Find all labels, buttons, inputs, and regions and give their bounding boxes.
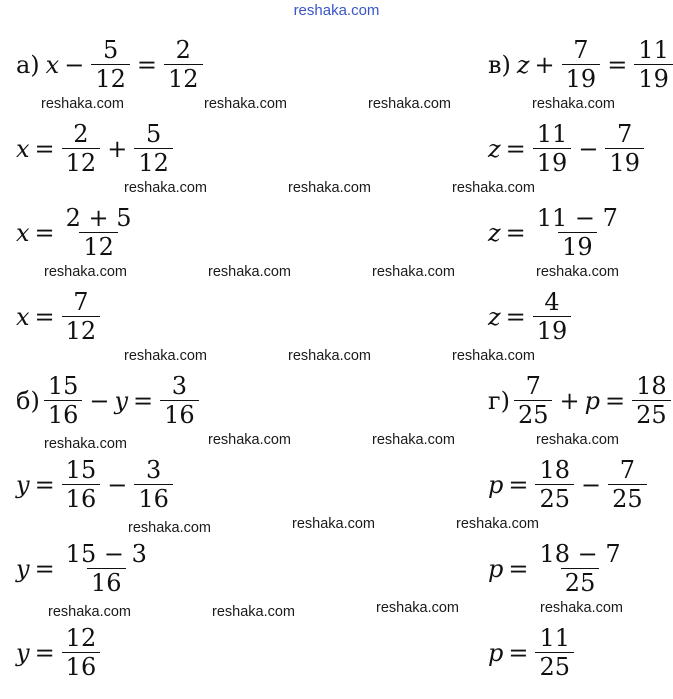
numerator: 5 [102, 36, 119, 64]
plus-sign: + [107, 135, 128, 164]
watermark: reshaka.com [44, 436, 128, 452]
variable: x [16, 219, 30, 248]
numerator: 7 [617, 120, 633, 148]
problem-a-step1 [16, 122, 175, 176]
numerator: 15 [47, 372, 79, 400]
denominator: 19 [605, 148, 644, 176]
problem-g-given [488, 374, 673, 428]
numerator: 5 [145, 120, 162, 148]
fraction [62, 290, 101, 344]
problem-a-step2 [16, 206, 138, 260]
problem-v-step1 [488, 122, 646, 176]
equals-sign: = [508, 639, 529, 668]
fraction [62, 458, 101, 512]
fraction [535, 458, 574, 512]
denominator: 12 [79, 232, 118, 260]
problem-a-given [16, 38, 205, 92]
equals-sign: = [508, 471, 529, 500]
problem-g-answer [488, 626, 576, 680]
numerator: 11 [536, 120, 568, 148]
numerator: 2 [175, 36, 191, 64]
denominator: 12 [134, 148, 173, 176]
minus-sign: − [578, 135, 599, 164]
watermark: reshaka.com [44, 264, 128, 280]
fraction [535, 626, 574, 680]
numerator: 15 − 3 [65, 540, 147, 568]
equals-sign: = [34, 135, 55, 164]
denominator: 16 [160, 400, 199, 428]
problem-b-step1 [16, 458, 175, 512]
numerator: 2 [73, 120, 89, 148]
problem-b-step2 [16, 542, 153, 596]
fraction [514, 374, 553, 428]
minus-sign: − [89, 387, 110, 416]
minus-sign: − [581, 471, 602, 500]
problem-label: г) [488, 387, 510, 416]
numerator: 18 [636, 372, 667, 400]
variable: z [488, 303, 501, 332]
watermark: reshaka.com [288, 348, 372, 364]
numerator: 3 [145, 456, 162, 484]
fraction [533, 206, 622, 260]
denominator: 12 [91, 64, 130, 92]
watermark: reshaka.com [452, 348, 536, 364]
problem-v-step2 [488, 206, 624, 260]
equals-sign: = [508, 555, 529, 584]
numerator: 7 [73, 288, 89, 316]
fraction [164, 38, 203, 92]
watermark: reshaka.com [292, 516, 376, 532]
numerator: 12 [65, 624, 97, 652]
variable: z [516, 51, 530, 80]
watermark: reshaka.com [41, 96, 125, 112]
denominator: 16 [134, 484, 173, 512]
equals-sign: = [34, 555, 55, 584]
watermark: reshaka.com [208, 264, 292, 280]
watermark: reshaka.com [532, 96, 616, 112]
equals-sign: = [34, 639, 55, 668]
equals-sign: = [607, 51, 628, 80]
fraction [632, 374, 671, 428]
watermark: reshaka.com [368, 96, 452, 112]
denominator: 25 [632, 400, 671, 428]
numerator: 7 [525, 372, 541, 400]
variable: p [488, 639, 504, 668]
watermark: reshaka.com [372, 264, 456, 280]
watermark: reshaka.com [372, 432, 456, 448]
watermark: reshaka.com [208, 432, 292, 448]
denominator: 16 [62, 484, 101, 512]
equals-sign: = [34, 219, 55, 248]
plus-sign: + [559, 387, 580, 416]
numerator: 7 [573, 36, 589, 64]
variable: z [488, 135, 501, 164]
variable: y [16, 555, 30, 584]
problem-label: в) [488, 51, 511, 80]
variable: p [488, 555, 504, 584]
variable: y [114, 387, 129, 416]
site-link[interactable]: reshaka.com [293, 2, 380, 19]
problem-v-given [488, 38, 673, 92]
denominator: 12 [62, 148, 101, 176]
equals-sign: = [604, 387, 626, 416]
problem-g-step1 [488, 458, 649, 512]
numerator: 18 [539, 456, 571, 484]
denominator: 16 [87, 568, 126, 596]
denominator: 25 [535, 484, 574, 512]
denominator: 16 [44, 400, 83, 428]
watermark: reshaka.com [204, 96, 288, 112]
numerator: 3 [171, 372, 188, 400]
numerator: 2 + 5 [65, 204, 132, 232]
denominator: 19 [562, 64, 601, 92]
fraction [62, 122, 101, 176]
fraction [535, 542, 624, 596]
variable: x [45, 51, 60, 80]
variable: p [488, 471, 504, 500]
problem-label: а) [16, 51, 40, 80]
denominator: 25 [608, 484, 647, 512]
numerator: 11 − 7 [536, 204, 618, 232]
watermark: reshaka.com [212, 604, 296, 620]
denominator: 19 [558, 232, 597, 260]
problem-a-answer [16, 290, 102, 344]
denominator: 25 [561, 568, 600, 596]
fraction [608, 458, 647, 512]
variable: y [16, 639, 30, 668]
denominator: 19 [634, 64, 673, 92]
watermark: reshaka.com [540, 600, 624, 616]
numerator: 15 [65, 456, 97, 484]
fraction [134, 458, 173, 512]
problem-g-step2 [488, 542, 627, 596]
numerator: 18 − 7 [539, 540, 621, 568]
watermark: reshaka.com [536, 432, 620, 448]
variable: x [16, 135, 30, 164]
denominator: 12 [62, 316, 101, 344]
problem-v-answer [488, 290, 573, 344]
problem-label: б) [16, 387, 40, 416]
equals-sign: = [505, 135, 526, 164]
watermark: reshaka.com [456, 516, 540, 532]
denominator: 16 [62, 652, 101, 680]
denominator: 19 [533, 148, 572, 176]
denominator: 25 [514, 400, 553, 428]
fraction [62, 206, 136, 260]
fraction [134, 122, 173, 176]
minus-sign: − [64, 51, 85, 80]
denominator: 25 [535, 652, 574, 680]
watermark: reshaka.com [128, 520, 212, 536]
numerator: 11 [539, 624, 571, 652]
problem-b-given [16, 374, 201, 428]
fraction [533, 290, 572, 344]
watermark: reshaka.com [452, 180, 536, 196]
plus-sign: + [534, 51, 555, 80]
numerator: 4 [544, 288, 560, 316]
fraction [562, 38, 601, 92]
fraction [533, 122, 572, 176]
watermark: reshaka.com [124, 348, 208, 364]
denominator: 12 [164, 64, 203, 92]
minus-sign: − [107, 471, 128, 500]
equals-sign: = [136, 51, 157, 80]
watermark: reshaka.com [48, 604, 132, 620]
fraction [62, 542, 151, 596]
fraction [634, 38, 673, 92]
watermark: reshaka.com [288, 180, 372, 196]
equals-sign: = [133, 387, 154, 416]
fraction [44, 374, 83, 428]
variable: y [16, 471, 30, 500]
watermark: reshaka.com [376, 600, 460, 616]
variable: z [488, 219, 501, 248]
denominator: 19 [533, 316, 572, 344]
watermark: reshaka.com [124, 180, 208, 196]
fraction [160, 374, 199, 428]
fraction [91, 38, 130, 92]
equals-sign: = [505, 219, 526, 248]
watermark: reshaka.com [536, 264, 620, 280]
equals-sign: = [34, 303, 55, 332]
fraction [605, 122, 644, 176]
variable: x [16, 303, 30, 332]
numerator: 7 [619, 456, 636, 484]
equals-sign: = [505, 303, 526, 332]
problem-b-answer [16, 626, 102, 680]
variable: p [584, 387, 600, 416]
equals-sign: = [34, 471, 55, 500]
fraction [62, 626, 101, 680]
numerator: 11 [638, 36, 669, 64]
